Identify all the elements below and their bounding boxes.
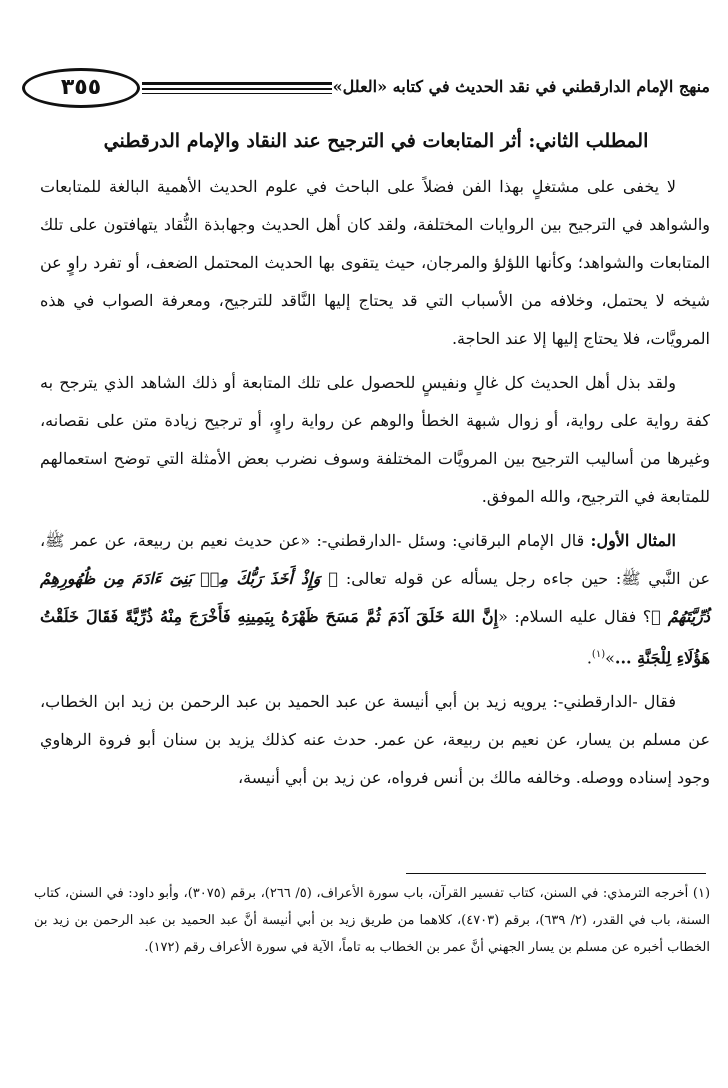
section-heading: المطلب الثاني: أثر المتابعات في الترجيح عند النقاد والإمام الدرقطني xyxy=(103,130,649,152)
footnotes xyxy=(34,880,710,961)
footnote-ref: (١) xyxy=(591,649,606,660)
example-close: . xyxy=(586,648,592,668)
page-number: ٣٥٥ xyxy=(22,68,140,108)
example-end: » xyxy=(605,648,615,668)
header-rule-mid xyxy=(142,88,332,90)
hadith-text: إِنَّ اللهَ خَلَقَ آدَمَ ثُمَّ مَسَحَ ظَهْرَهُ بِيَمِينِهِ فَأَخْرَجَ مِنْهُ ذُرِّيَّةً فَقَالَ خَلَقْتُ هَؤُلَاءِ لِلْجَنَّةِ ... xyxy=(40,607,710,668)
example-intro: قال الإمام البرقاني: وسئل -الدارقطني-: «عن حديث نعيم بن ربيعة، عن عمر ﷺ، عن النَّبي ﷺ: حين جاءه رجل يسأله عن قوله تعالى: xyxy=(40,531,711,588)
footnote-separator xyxy=(406,873,706,874)
example-middle: ؟ فقال عليه السلام: « xyxy=(498,607,652,626)
quran-verse: ﴿ وَإِذْ أَخَذَ رَبُّكَ مِنۢ بَنِىٓ ءَادَمَ مِن ظُهُورِهِمْ ذُرِّيَّتَهُمْ ﴾ xyxy=(40,569,711,626)
example-paragraph xyxy=(40,522,710,677)
page-header xyxy=(20,68,710,114)
running-title: منهج الإمام الدارقطني في نقد الحديث في كتابه «العلل» xyxy=(332,77,710,96)
header-rule-thin xyxy=(142,93,332,94)
paragraph-1: لا يخفى على مشتغلٍ بهذا الفن فضلاً على الباحث في علوم الحديث الأهمية البالغة للمتابعات والشواهد في الترجيح بين الروايات المختلفة، ولقد كان أهل الحديث وجهابذة النُّقاد يتهافتون على تلك المتابعات والشواهد؛ وكأنها اللؤلؤ والمرجان، حيث يتقوى بها الحديث المحتمل الضعف، أو تفرد راوٍ عن شيخه لا يحتمل، وخلافه من الأسباب التي قد يحتاج إليها النَّاقد للترجيح، ومعرفة الصواب في هذه المرويَّات، فلا يحتاج إليها إلا عند الحاجة. xyxy=(40,177,710,348)
body-text xyxy=(40,168,710,803)
answer-paragraph: فقال -الدارقطني-: يرويه زيد بن أبي أنيسة عن عبد الحميد بن عبد الرحمن بن زيد ابن الخطاب، عن مسلم بن يسار، عن نعيم بن ربيعة، عن عمر. حدث عنه كذلك يزيد بن سنان أبو فروة الرهاوي وجود إسناده ووصله. وخالفه مالك بن أنس فرواه، عن زيد بن أبي أنيسة، xyxy=(40,692,710,788)
paragraph-2: ولقد بذل أهل الحديث كل غالٍ ونفيسٍ للحصول على تلك المتابعة أو ذلك الشاهد الذي يترجح به كفة رواية على رواية، أو زوال شبهة الخطأ والوهم عن رواية راوٍ، أو ترجيح زيادة متن على نقصانه، وغيرها من أساليب الترجيح بين المرويَّات المختلفة وسوف نضرب بعض الأمثلة التي توضح استعمالهم للمتابعة في الترجيح، والله الموفق. xyxy=(40,373,710,506)
header-rule-thick xyxy=(142,82,332,85)
example-label: المثال الأول: xyxy=(590,531,676,550)
header-rule xyxy=(142,82,332,96)
footnote-1: (١) أخرجه الترمذي: في السنن، كتاب تفسير القرآن، باب سورة الأعراف، (٥/ ٢٦٦)، برقم (٣٠٧٥)، وأبو داود: في السنن، كتاب السنة، باب في القدر، (٢/ ٦٣٩)، برقم (٤٧٠٣)، كلاهما من طريق زيد بن أبي أنيسة أنَّ عبد الحميد بن عبد الرحمن بن زيد بن الخطاب أخبره عن مسلم بن يسار الجهني أنَّ عمر بن الخطاب به تاماً، الآية في سورة الأعراف رقم (١٧٢). xyxy=(34,886,711,955)
